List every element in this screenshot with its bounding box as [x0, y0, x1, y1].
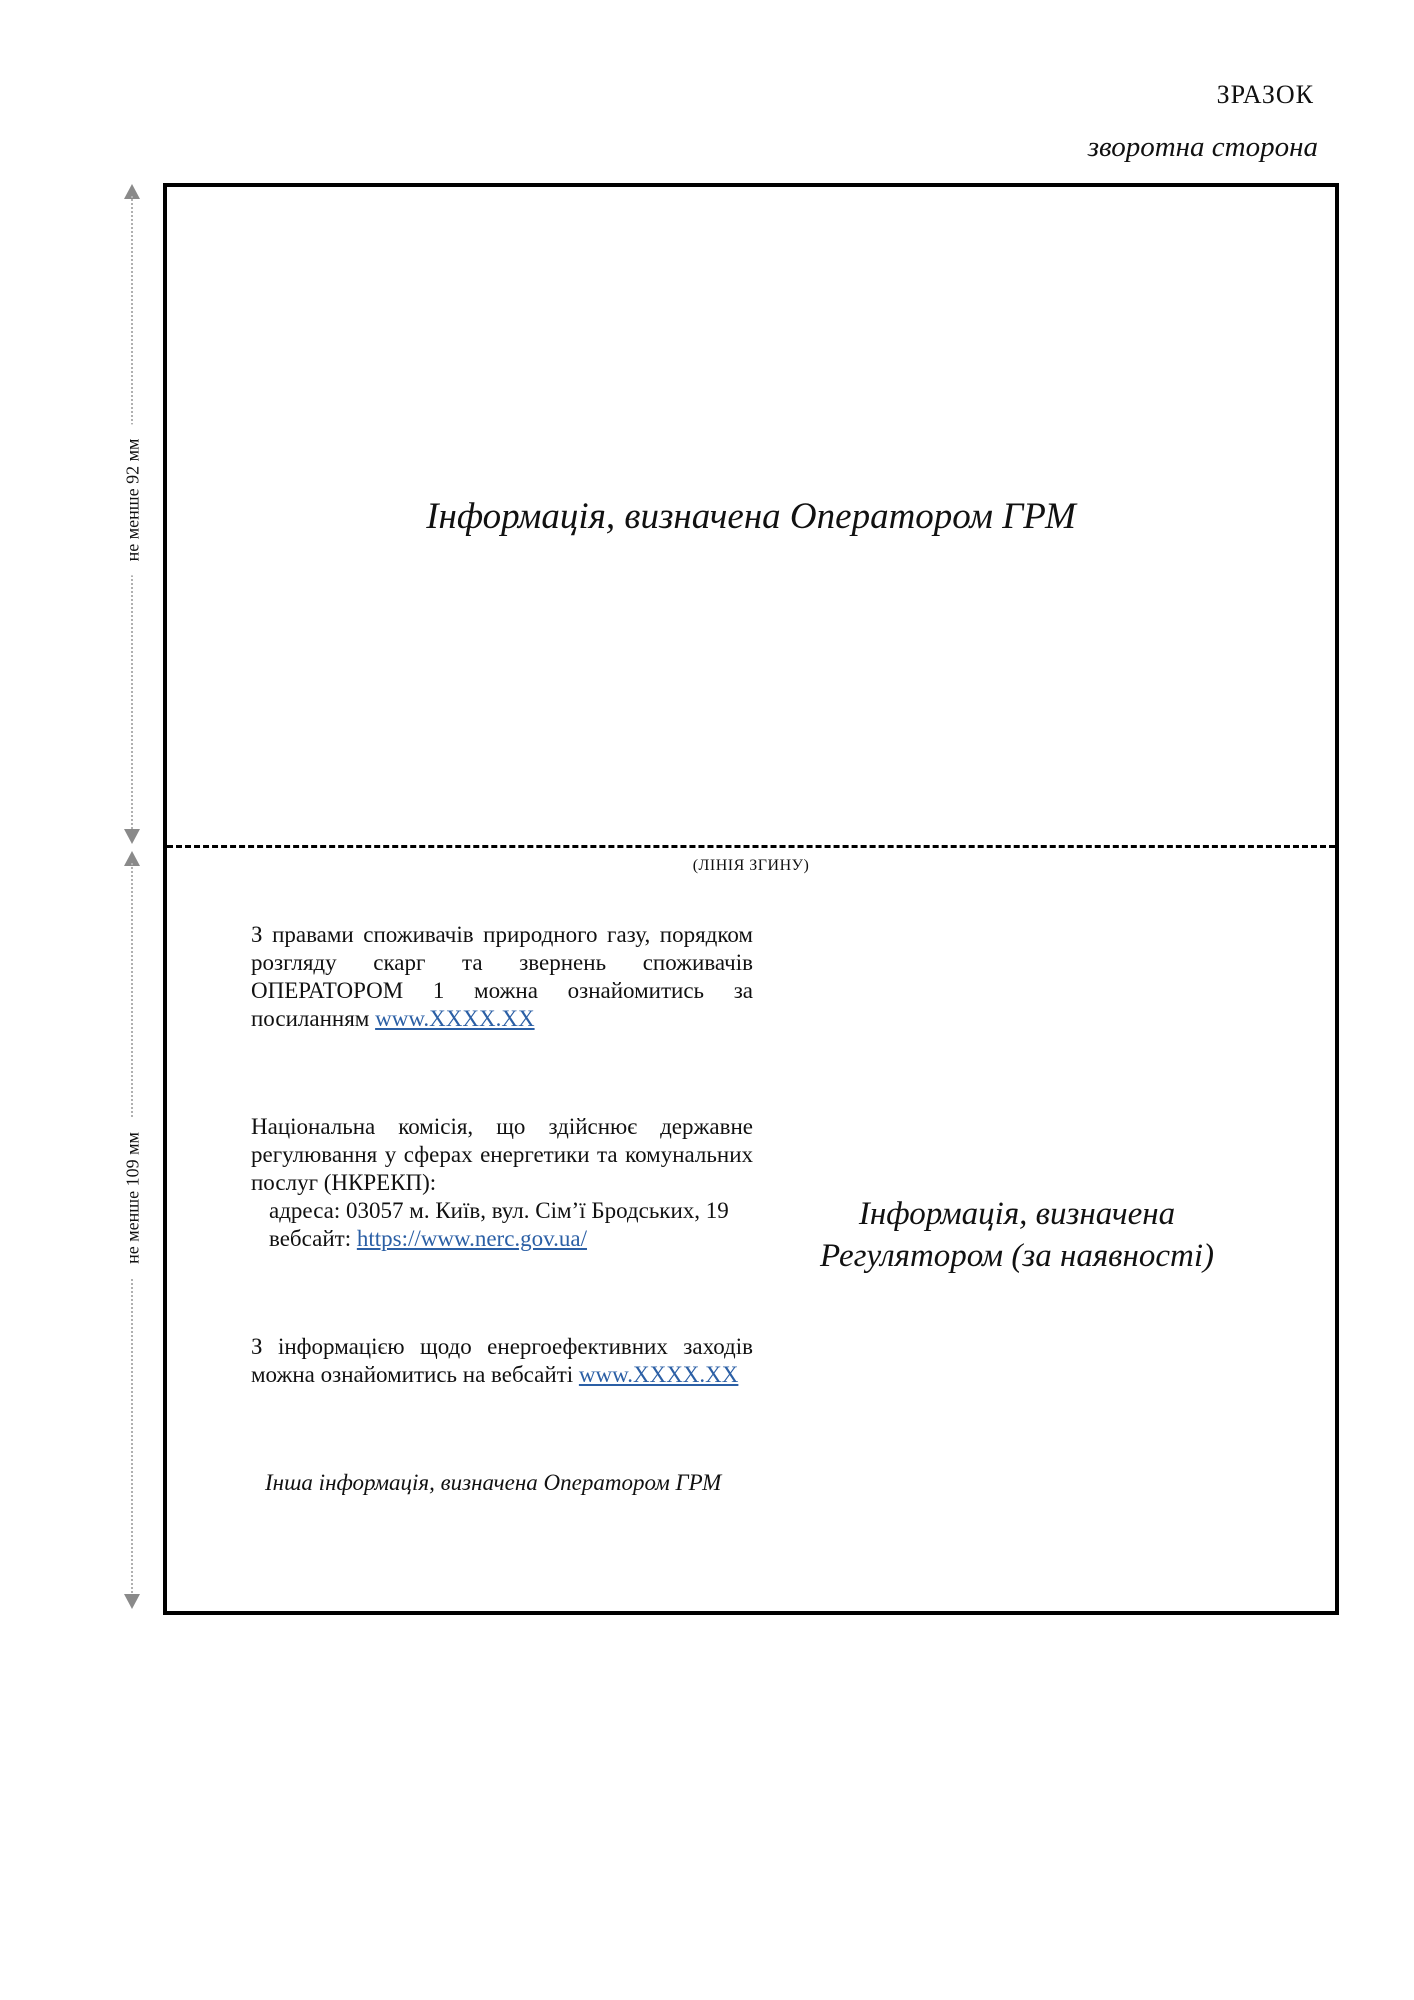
energy-efficiency-text: З інформацією щодо енергоефективних заходів можна ознайомитись на вебсайті — [251, 1334, 753, 1387]
document-box — [163, 183, 1339, 1615]
regulator-address-line: адреса: 03057 м. Київ, вул. Сім’ї Бродських, 19 — [269, 1198, 729, 1223]
regulator-website-line — [251, 1225, 753, 1253]
regulator-info-title — [795, 1193, 1239, 1277]
consumer-rights-link[interactable]: www.XXXX.XX — [375, 1006, 535, 1031]
website-label: вебсайт: — [269, 1226, 357, 1251]
sample-label: ЗРАЗОК — [1216, 80, 1314, 109]
consumer-rights-paragraph — [251, 921, 753, 1033]
regulator-commission-paragraph — [251, 1113, 753, 1253]
consumer-rights-text: З правами споживачів природного газу, порядком розгляду скарг та звернень споживачів ОПЕРАТОРОМ 1 можна ознайомитись за посиланням — [251, 922, 753, 1031]
lower-left-column — [251, 921, 753, 1497]
fold-line-label: (ЛІНІЯ ЗГИНУ) — [692, 857, 810, 874]
nerc-website-link[interactable]: https://www.nerc.gov.ua/ — [356, 1226, 588, 1251]
arrow-down-icon — [124, 1594, 140, 1609]
energy-efficiency-link[interactable]: www.XXXX.XX — [578, 1362, 739, 1387]
fold-line — [167, 845, 1335, 848]
regulator-intro-text: Національна комісія, що здійснює державне регулювання у сферах енергетики та комунальних послуг (НКРЕКП): — [251, 1114, 753, 1195]
regulator-info-title-line1: Інформація, визначена — [858, 1196, 1176, 1232]
arrow-down-icon — [124, 829, 140, 844]
upper-margin-label: не менше 92 мм — [119, 425, 148, 576]
lower-margin-label: не менше 109 мм — [119, 1118, 148, 1278]
back-side-label: зворотна сторона — [1087, 131, 1318, 163]
other-info-note: Інша інформація, визначена Оператором ГРМ — [265, 1470, 722, 1495]
energy-efficiency-paragraph — [251, 1333, 753, 1389]
regulator-info-title-line2: Регулятором (за наявності) — [819, 1238, 1215, 1274]
grm-operator-info-title: Інформація, визначена Оператором ГРМ — [426, 496, 1076, 537]
